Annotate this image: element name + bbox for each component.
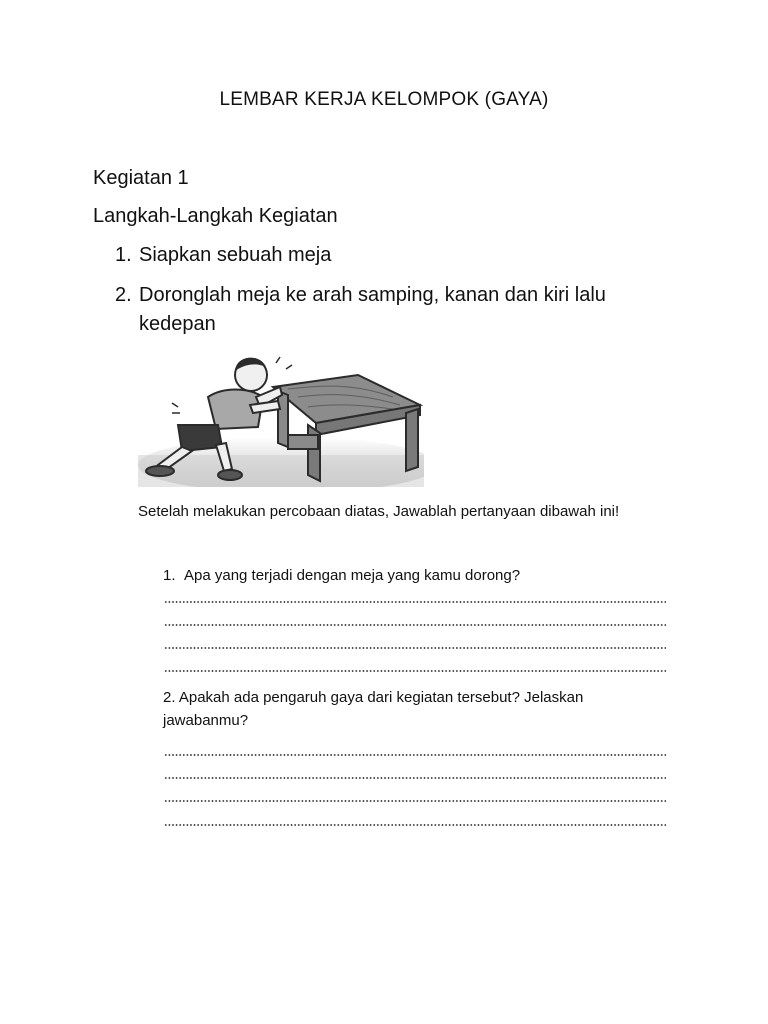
activity-heading: Kegiatan 1 [93,167,189,189]
question-number: 1. [163,567,176,584]
step-text: Siapkan sebuah meja [139,244,332,266]
step-number: 2. [115,284,132,306]
answer-line[interactable] [164,777,666,779]
boy-pushing-table-illustration [138,347,424,487]
step-number: 1. [115,244,132,266]
step-text-continuation: kedepan [139,313,216,335]
steps-heading: Langkah-Langkah Kegiatan [93,205,338,227]
question-1 [163,567,520,584]
answer-line[interactable] [164,670,666,672]
step-text: Doronglah meja ke arah samping, kanan dan kiri lalu [139,284,606,306]
answer-line[interactable] [164,624,666,626]
question-text: Apa yang terjadi dengan meja yang kamu dorong? [184,567,521,584]
step-2 [115,284,606,336]
illustration-svg [138,347,424,487]
answer-line[interactable] [164,754,666,756]
answer-line[interactable] [164,647,666,649]
question-2-line-1: 2. Apakah ada pengaruh gaya dari kegiatan tersebut? Jelaskan [163,689,584,706]
answer-line[interactable] [164,800,666,802]
worksheet-title: LEMBAR KERJA KELOMPOK (GAYA) [219,89,549,110]
answer-line[interactable] [164,601,666,603]
answer-line[interactable] [164,824,666,826]
step-1 [115,244,331,267]
question-2-line-2: jawabanmu? [163,712,249,729]
instruction-text: Setelah melakukan percobaan diatas, Jawablah pertanyaan dibawah ini! [138,503,620,520]
